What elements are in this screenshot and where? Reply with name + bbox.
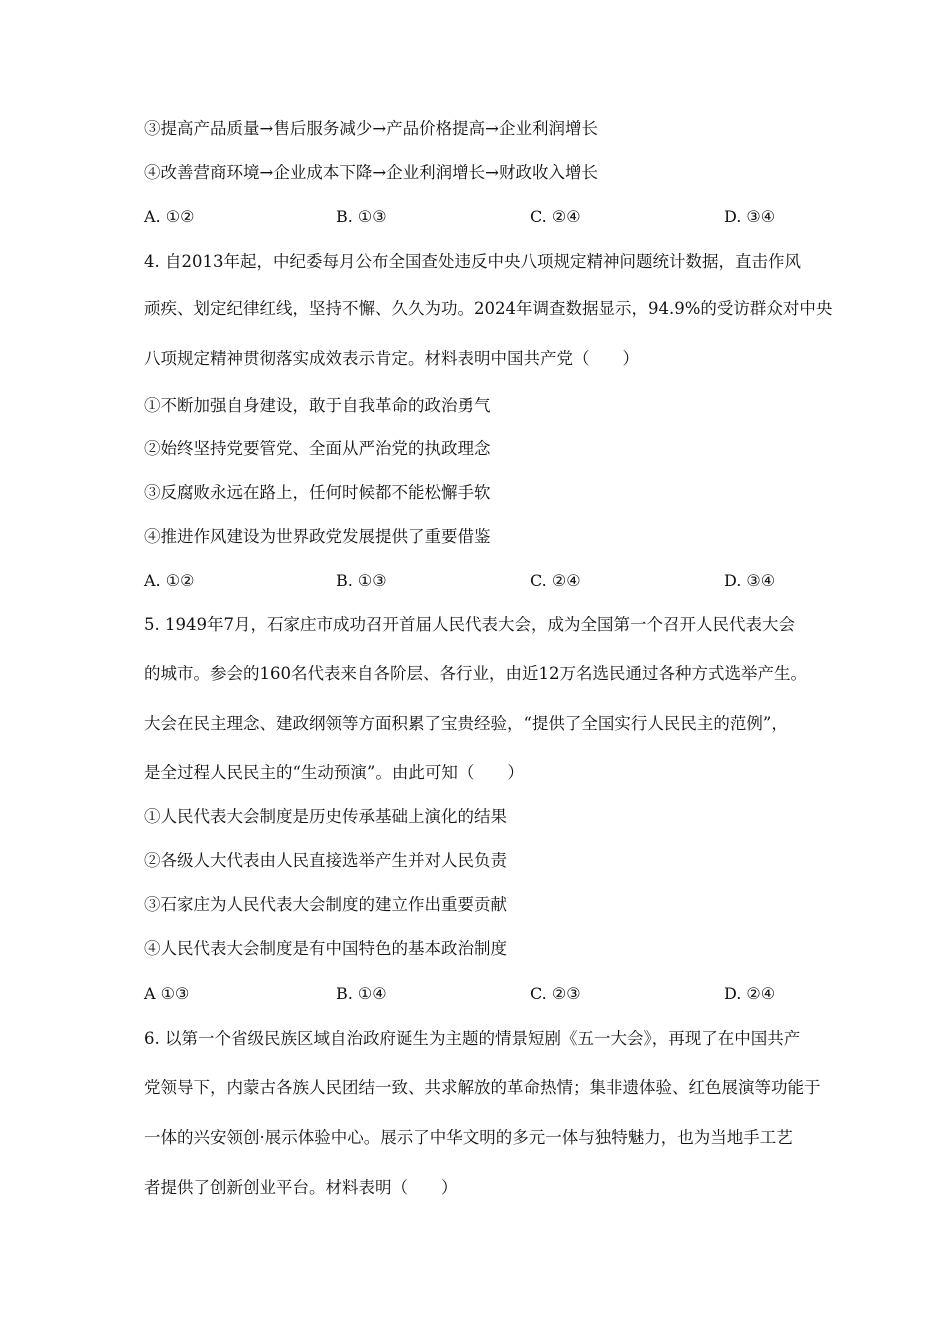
q6-stem-line-4: 者提供了创新创业平台。材料表明（ ） [144,1178,458,1197]
q5-stem-line-3: 大会在民主理念、建政纲领等方面积累了宝贵经验，“提供了全国实行人民民主的范例”， [144,714,788,733]
q3-option-a: A. ①② [144,207,195,226]
q5-stem-line-2: 的城市。参会的160名代表来自各阶层、各行业，由近12万名选民通过各种方式选举产生。 [144,664,807,683]
q6-stem-line-3: 一体的兴安领创·展示体验中心。展示了中华文明的多元一体与独特魅力，也为当地手工艺 [144,1128,793,1147]
q4-stem-line-2: 顽疾、划定纪律红线，坚持不懈、久久为功。2024年调查数据显示，94.9%的受访群众对中央 [144,299,833,318]
q4-choice-item-3: ③反腐败永远在路上，任何时候都不能松懈手软 [144,483,491,502]
q5-choice-item-4: ④人民代表大会制度是有中国特色的基本政治制度 [144,939,507,958]
q5-choice-item-2: ②各级人大代表由人民直接选举产生并对人民负责 [144,851,507,870]
q3-option-c: C. ②④ [530,207,581,226]
q6-stem-line-2: 党领导下，内蒙古各族人民团结一致、共求解放的革命热情；集非遗体验、红色展演等功能于 [144,1078,821,1097]
q4-stem-line-1: 4. 自2013年起，中纪委每月公布全国查处违反中央八项规定精神问题统计数据，直击作风 [144,252,801,271]
q4-choice-item-4: ④推进作风建设为世界政党发展提供了重要借鉴 [144,527,491,546]
q4-choice-item-2: ②始终坚持党要管党、全面从严治党的执政理念 [144,439,491,458]
q4-option-d: D. ③④ [724,571,776,590]
q6-stem-line-1: 6. 以第一个省级民族区域自治政府诞生为主题的情景短剧《五一大会》，再现了在中国共产 [144,1029,801,1048]
q5-option-b: B. ①④ [336,984,387,1003]
q5-stem-line-1: 5. 1949年7月，石家庄市成功召开首届人民代表大会，成为全国第一个召开人民代表大会 [144,615,795,634]
q5-choice-item-1: ①人民代表大会制度是历史传承基础上演化的结果 [144,807,507,826]
q5-stem-line-4: 是全过程人民民主的“生动预演”。由此可知（ ） [144,763,524,782]
q3-option-b: B. ①③ [336,207,387,226]
q3-option-d: D. ③④ [724,207,776,226]
q3-choice-item-3: ③提高产品质量→售后服务减少→产品价格提高→企业利润增长 [144,119,598,138]
q5-option-d: D. ②④ [724,984,776,1003]
q4-option-a: A. ①② [144,571,195,590]
q5-option-a: A ①③ [144,984,190,1003]
q4-option-b: B. ①③ [336,571,387,590]
q5-choice-item-3: ③石家庄为人民代表大会制度的建立作出重要贡献 [144,895,507,914]
q4-stem-line-3: 八项规定精神贯彻落实成效表示肯定。材料表明中国共产党（ ） [144,349,639,368]
q3-choice-item-4: ④改善营商环境→企业成本下降→企业利润增长→财政收入增长 [144,163,598,182]
q5-option-c: C. ②③ [530,984,581,1003]
q4-choice-item-1: ①不断加强自身建设，敢于自我革命的政治勇气 [144,396,491,415]
q4-option-c: C. ②④ [530,571,581,590]
